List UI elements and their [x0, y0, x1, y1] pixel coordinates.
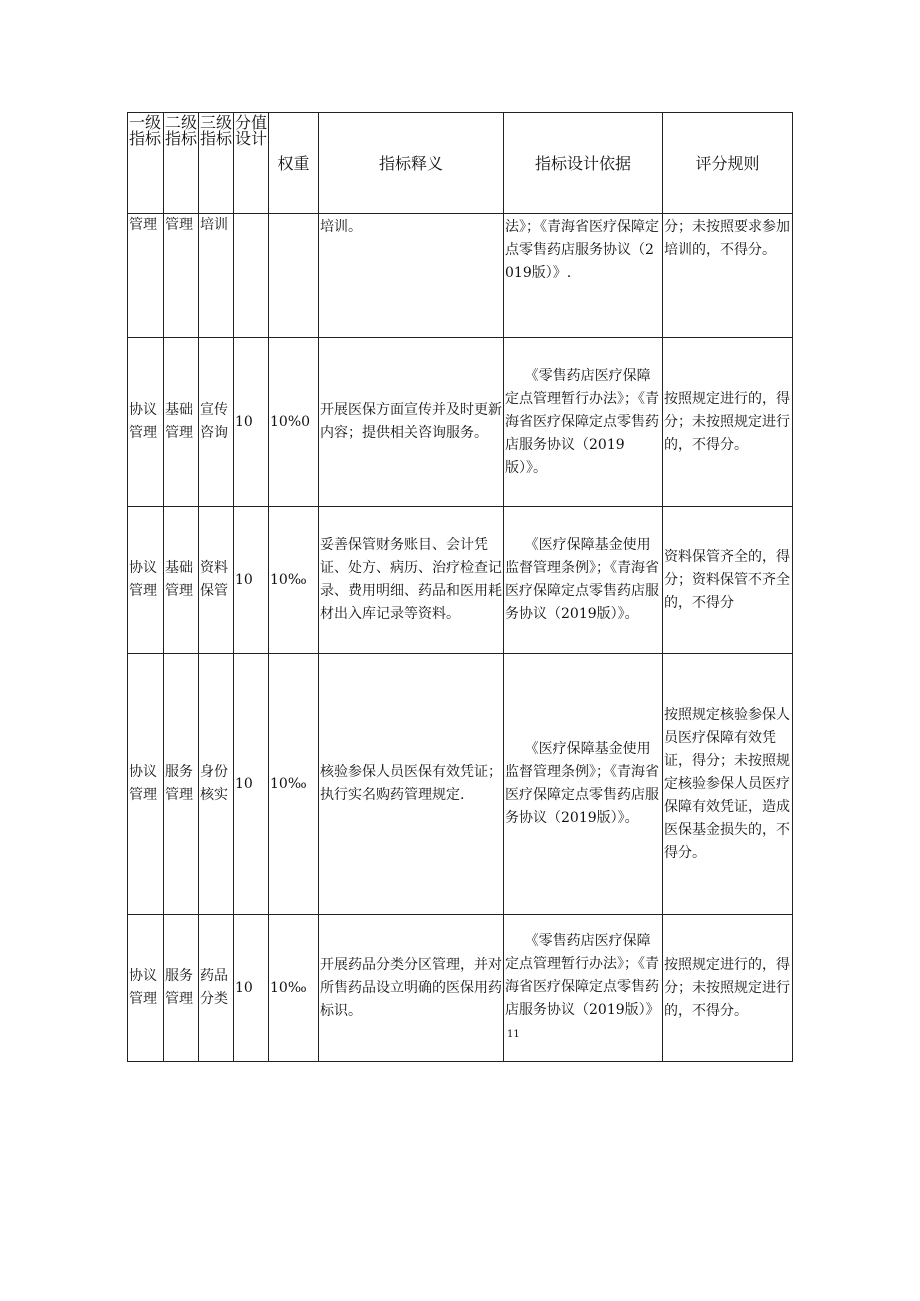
cell-basis	[504, 915, 663, 1062]
cell-level2: 服务管理	[164, 654, 199, 915]
cell-definition: 开展药品分类分区管理，并对所售药品设立明确的医保用药标识。	[319, 915, 504, 1062]
cell-level1: 协议管理	[128, 915, 164, 1062]
cell-level3: 宣传咨询	[199, 338, 234, 507]
header-level2: 二级指标	[164, 113, 199, 214]
header-definition: 指标释义	[319, 113, 504, 214]
cell-rule: 按照规定核验参保人员医疗保障有效凭证，得分；未按照规定核验参保人员医疗保障有效凭证，造成医保基金损失的，不得分。	[663, 654, 793, 915]
cell-level3: 培训	[199, 214, 234, 338]
table-row	[128, 214, 793, 338]
table-row	[128, 915, 793, 1062]
cell-level1: 协议管理	[128, 338, 164, 507]
cell-definition: 培训。	[319, 214, 504, 338]
cell-level3: 药品分类	[199, 915, 234, 1062]
header-weight: 权重	[269, 113, 319, 214]
cell-level2: 服务管理	[164, 915, 199, 1062]
cell-level3: 资料保管	[199, 507, 234, 654]
cell-weight: 10%0	[269, 338, 319, 507]
cell-rule: 按照规定进行的，得分；未按照规定进行的，不得分。	[663, 915, 793, 1062]
header-level3: 三级指标	[199, 113, 234, 214]
basis-text: 《零售药店医疗保障定点管理暂行办法》；《青海省医疗保障定点零售药店服务协议（2019版）》	[505, 933, 660, 1018]
cell-definition: 妥善保管财务账目、会计凭证、处方、病历、治疗检查记录、费用明细、药品和医用耗材出入库记录等资料。	[319, 507, 504, 654]
cell-level3: 身份核实	[199, 654, 234, 915]
header-rule: 评分规则	[663, 113, 793, 214]
cell-basis: 《零售药店医疗保障定点管理暂行办法》；《青海省医疗保障定点零售药店服务协议（2019版）》。	[504, 338, 663, 507]
cell-weight: 10‰	[269, 915, 319, 1062]
header-basis: 指标设计依据	[504, 113, 663, 214]
table-header-row	[128, 113, 793, 214]
cell-definition: 核验参保人员医保有效凭证；执行实名购药管理规定.	[319, 654, 504, 915]
cell-level1: 管理	[128, 214, 164, 338]
cell-basis: 《医疗保障基金使用监督管理条例》；《青海省医疗保障定点零售药店服务协议（2019版）》。	[504, 507, 663, 654]
cell-score	[234, 214, 269, 338]
indicator-table	[127, 112, 793, 1062]
header-level1: 一级指标	[128, 113, 164, 214]
cell-score: 10	[234, 338, 269, 507]
header-score: 分值设计	[234, 113, 269, 214]
cell-weight	[269, 214, 319, 338]
cell-score: 10	[234, 915, 269, 1062]
cell-level1: 协议管理	[128, 507, 164, 654]
table-row	[128, 338, 793, 507]
cell-rule: 分；未按照要求参加培训的，不得分。	[663, 214, 793, 338]
cell-rule: 按照规定进行的，得分；未按照规定进行的，不得分。	[663, 338, 793, 507]
cell-score: 10	[234, 507, 269, 654]
cell-score: 10	[234, 654, 269, 915]
table-row	[128, 654, 793, 915]
cell-weight: 10‰	[269, 507, 319, 654]
cell-rule: 资料保管齐全的，得分；资料保管不齐全的，不得分	[663, 507, 793, 654]
cell-weight: 10‰	[269, 654, 319, 915]
cell-basis: 《医疗保障基金使用监督管理条例》；《青海省医疗保障定点零售药店服务协议（2019版）》。	[504, 654, 663, 915]
cell-basis: 法》；《青海省医疗保障定点零售药店服务协议（2019版）》.	[504, 214, 663, 338]
cell-level2: 管理	[164, 214, 199, 338]
cell-level2: 基础管理	[164, 507, 199, 654]
table-row	[128, 507, 793, 654]
page-mark: 11	[507, 1029, 520, 1040]
cell-definition: 开展医保方面宣传并及时更新内容；提供相关咨询服务。	[319, 338, 504, 507]
cell-level2: 基础管理	[164, 338, 199, 507]
cell-level1: 协议管理	[128, 654, 164, 915]
